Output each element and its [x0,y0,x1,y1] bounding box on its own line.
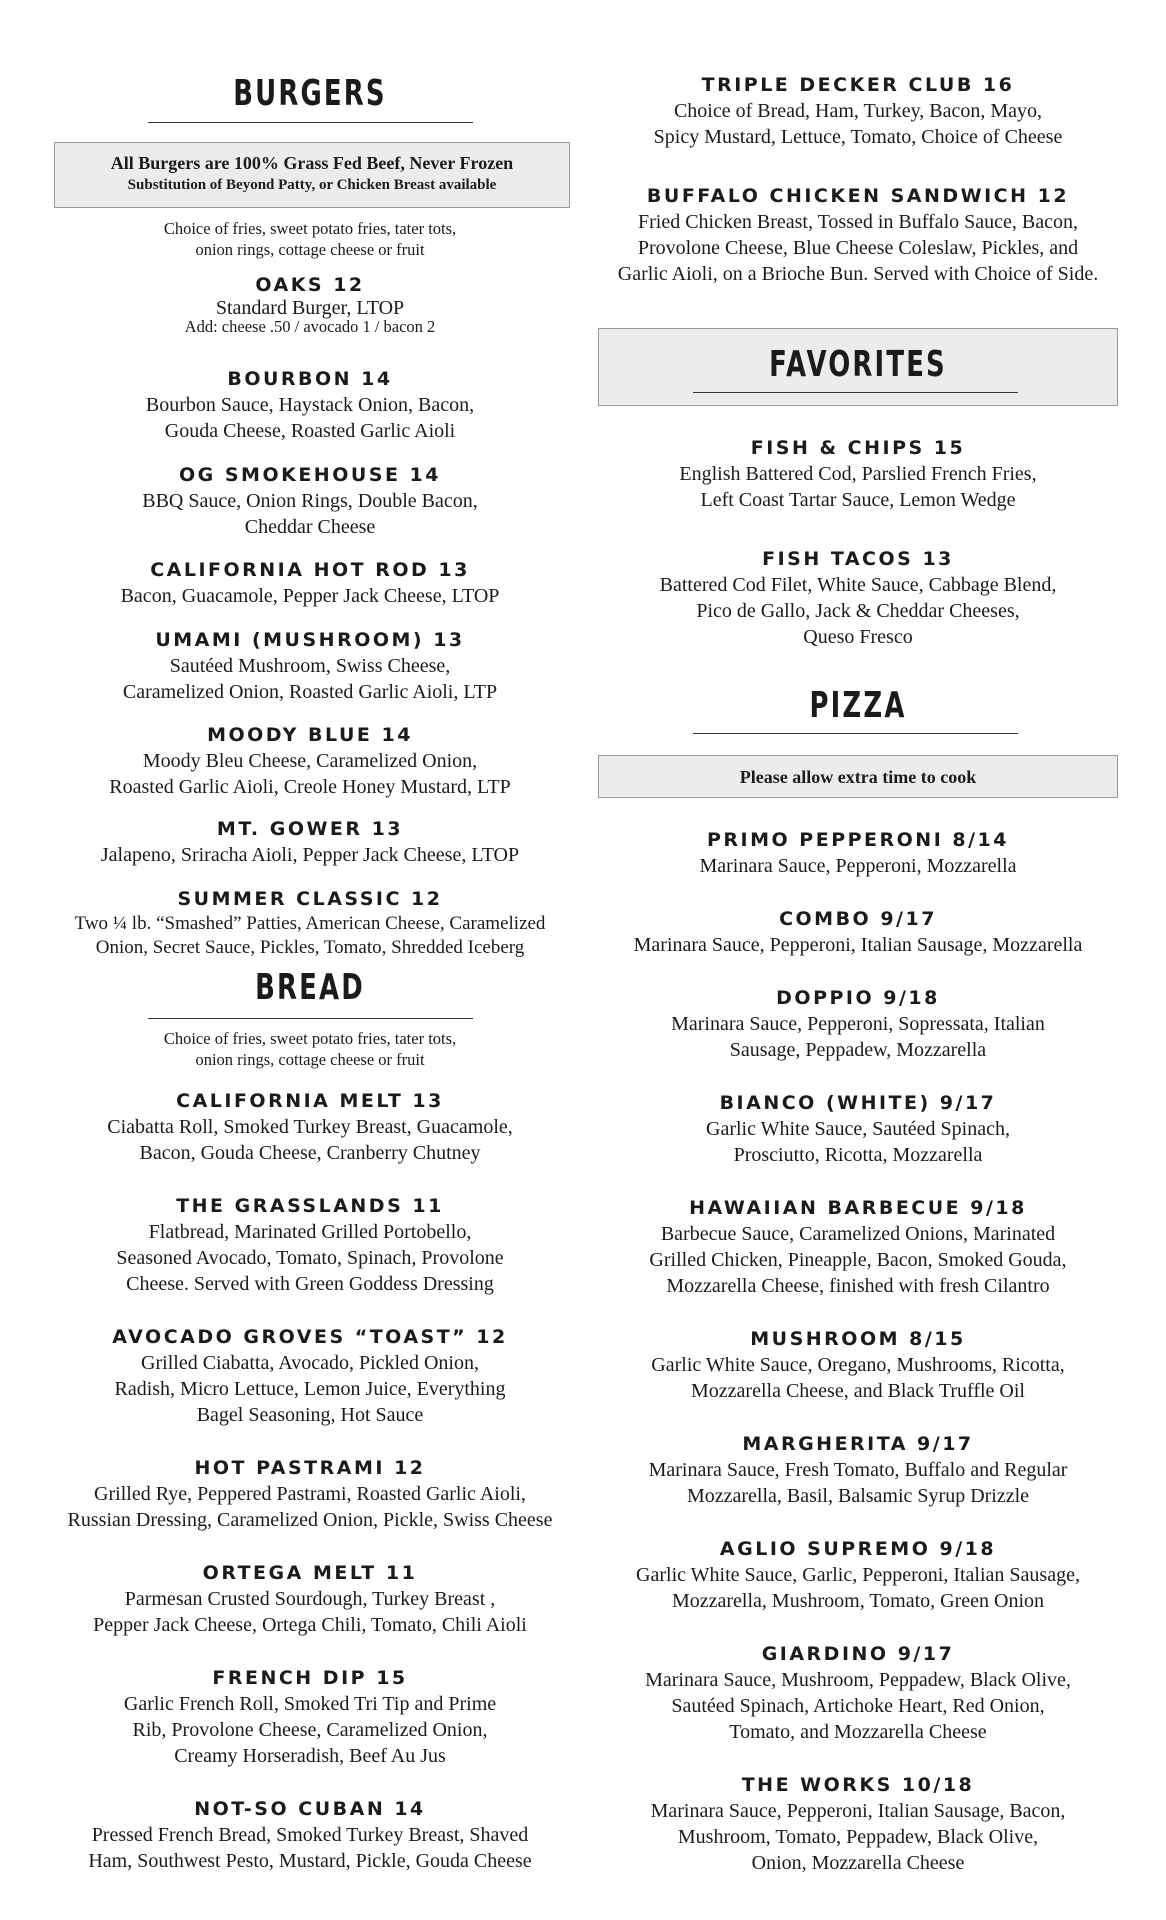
item-desc: Russian Dressing, Caramelized Onion, Pickle, Swiss Cheese [67,1509,553,1531]
item-desc: Garlic White Sauce, Oregano, Mushrooms, Ricotta, [651,1354,1065,1376]
item-desc: Marinara Sauce, Pepperoni, Italian Sausage, Mozzarella [633,934,1083,956]
item-desc: Ham, Southwest Pesto, Mustard, Pickle, Gouda Cheese [88,1850,532,1872]
menu-item [598,1090,1118,1168]
item-desc: Jalapeno, Sriracha Aioli, Pepper Jack Cheese, LTOP [100,844,520,866]
item-desc: Mushroom, Tomato, Peppadew, Black Olive, [677,1826,1039,1848]
item-desc: Mozzarella, Mushroom, Tomato, Green Onion [671,1590,1045,1612]
menu-item [50,1796,570,1874]
item-desc: Creamy Horseradish, Beef Au Jus [174,1745,446,1767]
menu-item [50,722,570,800]
item-desc: Bacon, Guacamole, Pepper Jack Cheese, LTOP [120,585,500,607]
item-name: MARGHERITA 9/17 [742,1433,974,1455]
item-desc: Choice of Bread, Ham, Turkey, Bacon, Mayo, [673,100,1043,122]
menu-item [50,462,570,540]
burgers-choice-line1: Choice of fries, sweet potato fries, tater tots, [163,219,457,238]
item-name: BOURBON 14 [227,368,393,390]
menu-item [598,546,1118,650]
item-name: TRIPLE DECKER CLUB 16 [701,74,1015,96]
item-desc: Marinara Sauce, Fresh Tomato, Buffalo and Regular [648,1459,1068,1481]
item-desc: English Battered Cod, Parslied French Fries, [679,463,1037,485]
item-desc: Garlic White Sauce, Garlic, Pepperoni, Italian Sausage, [636,1564,1080,1586]
item-desc: Prosciutto, Ricotta, Mozzarella [733,1144,983,1166]
item-desc: Moody Bleu Cheese, Caramelized Onion, [142,750,478,772]
menu-item [598,1772,1118,1876]
item-name: HAWAIIAN BARBECUE 9/18 [689,1197,1027,1219]
item-desc: Two ¼ lb. “Smashed” Patties, American Cheese, Caramelized [74,913,546,934]
burgers-title: BURGERS [233,73,387,114]
item-name: NOT-SO CUBAN 14 [194,1798,426,1820]
bread-choice-line2: onion rings, cottage cheese or fruit [195,1050,425,1069]
item-desc: Onion, Mozzarella Cheese [751,1852,965,1874]
favorites-title: FAVORITES [769,344,947,385]
item-name: MOODY BLUE 14 [207,724,413,746]
menu-item [598,1326,1118,1404]
item-desc: Pico de Gallo, Jack & Cheddar Cheeses, [696,600,1020,622]
item-name: UMAMI (MUSHROOM) 13 [155,629,465,651]
item-name: COMBO 9/17 [779,908,937,930]
item-desc: Garlic French Roll, Smoked Tri Tip and Prime [123,1693,497,1715]
menu-item [50,1324,570,1428]
burgers-note-box [54,142,570,208]
item-desc: Barbecue Sauce, Caramelized Onions, Marinated [660,1223,1056,1245]
menu-item [50,816,570,868]
menu-item [598,183,1118,287]
item-desc: Cheese. Served with Green Goddess Dressing [126,1273,494,1295]
item-desc: Marinara Sauce, Mushroom, Peppadew, Black Olive, [645,1669,1071,1691]
item-name: HOT PASTRAMI 12 [194,1457,426,1479]
item-desc: Sautéed Spinach, Artichoke Heart, Red Onion, [671,1695,1045,1717]
pizza-title: PIZZA [809,685,907,726]
menu-item [598,1536,1118,1614]
menu-item [50,272,570,336]
item-name: CALIFORNIA MELT 13 [176,1090,444,1112]
item-name: ORTEGA MELT 11 [202,1562,418,1584]
bread-rule [148,1018,473,1019]
burgers-side-choice [50,218,570,260]
item-desc: Cheddar Cheese [244,516,376,538]
item-desc: Pepper Jack Cheese, Ortega Chili, Tomato, Chili Aioli [93,1614,527,1636]
menu-item [598,435,1118,513]
item-name: OAKS 12 [255,274,365,296]
item-desc: Pressed French Bread, Smoked Turkey Breast, Shaved [91,1824,529,1846]
item-desc: Radish, Micro Lettuce, Lemon Juice, Everything [114,1378,506,1400]
burgers-note-line1: All Burgers are 100% Grass Fed Beef, Never Frozen [110,153,514,173]
item-desc: Seasoned Avocado, Tomato, Spinach, Provolone [116,1247,504,1269]
item-desc: Parmesan Crusted Sourdough, Turkey Breast , [124,1588,496,1610]
item-name: THE GRASSLANDS 11 [176,1195,444,1217]
menu-item [598,906,1118,958]
item-desc: Provolone Cheese, Blue Cheese Coleslaw, Pickles, and [637,237,1079,259]
item-desc: Bagel Seasoning, Hot Sauce [196,1404,424,1426]
menu-item [598,1641,1118,1745]
pizza-note: Please allow extra time to cook [739,767,977,787]
item-name: GIARDINO 9/17 [761,1643,955,1665]
item-desc: Grilled Chicken, Pineapple, Bacon, Smoked Gouda, [649,1249,1067,1271]
item-desc: Marinara Sauce, Pepperoni, Mozzarella [699,855,1017,877]
item-desc: Tomato, and Mozzarella Cheese [729,1721,987,1743]
item-name: THE WORKS 10/18 [741,1774,975,1796]
item-name: MT. GOWER 13 [216,818,404,840]
item-name: MUSHROOM 8/15 [750,1328,966,1350]
item-name: PRIMO PEPPERONI 8/14 [706,829,1009,851]
item-desc: Mozzarella Cheese, and Black Truffle Oil [691,1380,1025,1402]
item-desc: Grilled Rye, Peppered Pastrami, Roasted Garlic Aioli, [94,1483,526,1505]
menu-item [598,985,1118,1063]
item-desc: Standard Burger, LTOP [215,297,405,319]
menu-item [50,1088,570,1166]
menu-item [50,557,570,609]
item-desc: Ciabatta Roll, Smoked Turkey Breast, Guacamole, [107,1116,513,1138]
item-desc: Rib, Provolone Cheese, Caramelized Onion, [132,1719,488,1741]
menu-item [50,1455,570,1533]
item-desc: Flatbread, Marinated Grilled Portobello, [148,1221,472,1243]
menu-item [598,827,1118,879]
item-name: FISH & CHIPS 15 [750,437,966,459]
item-name: AVOCADO GROVES “TOAST” 12 [112,1326,508,1348]
item-desc: Garlic White Sauce, Sautéed Spinach, [706,1118,1010,1140]
item-desc: Onion, Secret Sauce, Pickles, Tomato, Shredded Iceberg [95,937,525,958]
favorites-rule [693,392,1018,393]
item-name: OG SMOKEHOUSE 14 [178,464,441,486]
item-desc: Bourbon Sauce, Haystack Onion, Bacon, [145,394,475,416]
item-desc: Marinara Sauce, Pepperoni, Italian Sausage, Bacon, [650,1800,1066,1822]
item-desc: Battered Cod Filet, White Sauce, Cabbage Blend, [659,574,1057,596]
menu-item [50,1193,570,1297]
burgers-note-line2: Substitution of Beyond Patty, or Chicken Breast available [127,177,497,193]
item-desc: Left Coast Tartar Sauce, Lemon Wedge [700,489,1016,511]
item-name: AGLIO SUPREMO 9/18 [719,1538,997,1560]
item-name: DOPPIO 9/18 [776,987,940,1009]
item-desc: Garlic Aioli, on a Brioche Bun. Served with Choice of Side. [617,263,1099,285]
item-desc: Caramelized Onion, Roasted Garlic Aioli, LTP [122,681,498,703]
menu-item [50,1665,570,1769]
burgers-choice-line2: onion rings, cottage cheese or fruit [195,240,425,259]
menu-item [50,1560,570,1638]
menu-item [598,72,1118,150]
item-desc: Fried Chicken Breast, Tossed in Buffalo Sauce, Bacon, [638,211,1078,233]
item-name: SUMMER CLASSIC 12 [177,888,443,910]
item-name: BUFFALO CHICKEN SANDWICH 12 [646,185,1070,207]
bread-side-choice [50,1028,570,1070]
item-desc: Spicy Mustard, Lettuce, Tomato, Choice of Cheese [653,126,1063,148]
menu-item [50,886,570,960]
bread-title: BREAD [255,967,365,1008]
menu-item [598,1195,1118,1299]
item-name: CALIFORNIA HOT ROD 13 [150,559,470,581]
item-desc: Marinara Sauce, Pepperoni, Sopressata, Italian [671,1013,1045,1035]
item-desc: BBQ Sauce, Onion Rings, Double Bacon, [142,490,478,512]
pizza-rule [693,733,1018,734]
menu-item [598,1431,1118,1509]
item-desc: Grilled Ciabatta, Avocado, Pickled Onion, [141,1352,479,1374]
item-desc: Bacon, Gouda Cheese, Cranberry Chutney [139,1142,481,1164]
menu-item [50,627,570,705]
item-desc: Sautéed Mushroom, Swiss Cheese, [169,655,451,677]
item-desc: Queso Fresco [803,626,913,648]
item-name: FRENCH DIP 15 [212,1667,408,1689]
item-desc: Gouda Cheese, Roasted Garlic Aioli [164,420,456,442]
item-desc: Roasted Garlic Aioli, Creole Honey Mustard, LTP [109,776,511,798]
bread-choice-line1: Choice of fries, sweet potato fries, tater tots, [163,1029,457,1048]
item-name: BIANCO (WHITE) 9/17 [719,1092,997,1114]
burgers-rule [148,122,473,123]
item-desc: Mozzarella, Basil, Balsamic Syrup Drizzle [686,1485,1030,1507]
item-addons: Add: cheese .50 / avocado 1 / bacon 2 [184,317,436,336]
pizza-note-box [598,755,1118,798]
item-name: FISH TACOS 13 [762,548,954,570]
menu-item [50,366,570,444]
item-desc: Sausage, Peppadew, Mozzarella [729,1039,987,1061]
item-desc: Mozzarella Cheese, finished with fresh Cilantro [666,1275,1050,1297]
